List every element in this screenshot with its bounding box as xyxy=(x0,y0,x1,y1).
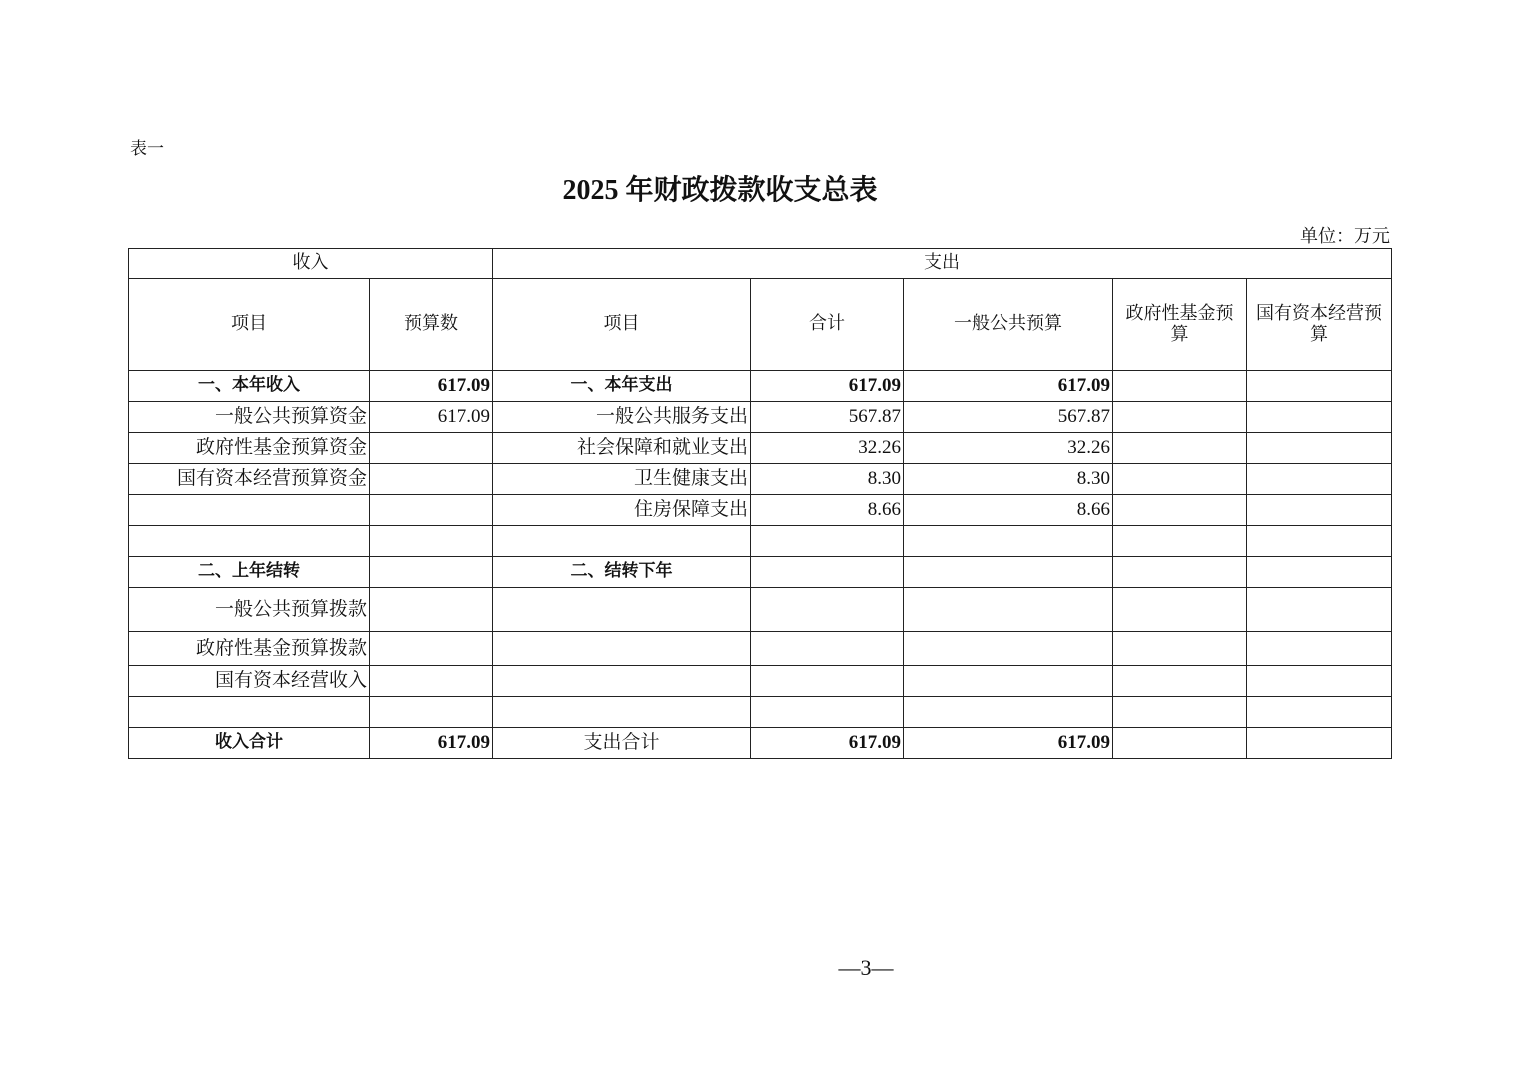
cell-general-public-budget xyxy=(904,588,1113,632)
cell-expense-total: 617.09 xyxy=(751,728,904,759)
cell-government-fund-budget xyxy=(1113,557,1247,588)
cell-state-capital-budget xyxy=(1247,495,1392,526)
cell-expense-item xyxy=(493,588,751,632)
unit-label: 单位：万元 xyxy=(1300,226,1390,246)
cell-expense-item: 支出合计 xyxy=(493,728,751,759)
cell-government-fund-budget xyxy=(1113,371,1247,402)
cell-expense-total xyxy=(751,666,904,697)
cell-expense-total: 32.26 xyxy=(751,433,904,464)
cell-state-capital-budget xyxy=(1247,557,1392,588)
cell-income-budget xyxy=(370,557,493,588)
cell-income-budget: 617.09 xyxy=(370,371,493,402)
cell-income-item: 国有资本经营预算资金 xyxy=(128,464,370,495)
cell-government-fund-budget xyxy=(1113,433,1247,464)
cell-general-public-budget: 8.66 xyxy=(904,495,1113,526)
cell-income-item: 一般公共预算资金 xyxy=(128,402,370,433)
cell-state-capital-budget xyxy=(1247,632,1392,666)
cell-expense-total xyxy=(751,697,904,728)
column-header-income-budget: 预算数 xyxy=(370,279,493,371)
cell-income-budget xyxy=(370,464,493,495)
cell-general-public-budget: 567.87 xyxy=(904,402,1113,433)
cell-general-public-budget xyxy=(904,697,1113,728)
cell-expense-total xyxy=(751,526,904,557)
expense-group-header: 支出 xyxy=(493,248,1392,279)
column-header-expense-total: 合计 xyxy=(751,279,904,371)
cell-expense-item: 社会保障和就业支出 xyxy=(493,433,751,464)
cell-expense-total: 567.87 xyxy=(751,402,904,433)
cell-general-public-budget: 8.30 xyxy=(904,464,1113,495)
cell-expense-item xyxy=(493,697,751,728)
cell-expense-total: 8.66 xyxy=(751,495,904,526)
cell-income-budget xyxy=(370,495,493,526)
table-label: 表一 xyxy=(130,139,164,158)
cell-government-fund-budget xyxy=(1113,464,1247,495)
cell-income-budget: 617.09 xyxy=(370,728,493,759)
cell-income-budget xyxy=(370,697,493,728)
cell-income-item xyxy=(128,697,370,728)
cell-income-item: 收入合计 xyxy=(128,728,370,759)
cell-state-capital-budget xyxy=(1247,666,1392,697)
cell-income-item: 政府性基金预算拨款 xyxy=(128,632,370,666)
cell-income-budget xyxy=(370,526,493,557)
cell-income-item: 一般公共预算拨款 xyxy=(128,588,370,632)
cell-state-capital-budget xyxy=(1247,402,1392,433)
cell-expense-total: 617.09 xyxy=(751,371,904,402)
column-header-government-fund-budget: 政府性基金预算 xyxy=(1113,279,1247,371)
cell-government-fund-budget xyxy=(1113,495,1247,526)
income-group-header: 收入 xyxy=(128,248,493,279)
cell-government-fund-budget xyxy=(1113,402,1247,433)
cell-general-public-budget xyxy=(904,526,1113,557)
cell-income-budget xyxy=(370,588,493,632)
cell-state-capital-budget xyxy=(1247,371,1392,402)
cell-government-fund-budget xyxy=(1113,588,1247,632)
cell-expense-item xyxy=(493,526,751,557)
cell-income-budget xyxy=(370,632,493,666)
cell-income-item: 二、上年结转 xyxy=(128,557,370,588)
cell-income-item: 国有资本经营收入 xyxy=(128,666,370,697)
cell-government-fund-budget xyxy=(1113,697,1247,728)
cell-state-capital-budget xyxy=(1247,526,1392,557)
cell-state-capital-budget xyxy=(1247,697,1392,728)
column-header-state-capital-budget: 国有资本经营预算 xyxy=(1247,279,1392,371)
cell-expense-item: 一般公共服务支出 xyxy=(493,402,751,433)
page-number: —3— xyxy=(838,955,894,980)
cell-government-fund-budget xyxy=(1113,666,1247,697)
cell-state-capital-budget xyxy=(1247,433,1392,464)
cell-income-budget xyxy=(370,666,493,697)
cell-income-budget: 617.09 xyxy=(370,402,493,433)
cell-expense-item: 住房保障支出 xyxy=(493,495,751,526)
cell-income-item: 一、本年收入 xyxy=(128,371,370,402)
cell-state-capital-budget xyxy=(1247,588,1392,632)
cell-income-item: 政府性基金预算资金 xyxy=(128,433,370,464)
cell-general-public-budget: 617.09 xyxy=(904,371,1113,402)
cell-expense-item xyxy=(493,632,751,666)
cell-income-budget xyxy=(370,433,493,464)
column-header-income-item: 项目 xyxy=(128,279,370,371)
cell-general-public-budget xyxy=(904,666,1113,697)
cell-state-capital-budget xyxy=(1247,728,1392,759)
cell-government-fund-budget xyxy=(1113,526,1247,557)
cell-expense-total: 8.30 xyxy=(751,464,904,495)
cell-state-capital-budget xyxy=(1247,464,1392,495)
column-header-expense-item: 项目 xyxy=(493,279,751,371)
budget-summary-table xyxy=(128,248,1392,760)
cell-general-public-budget: 32.26 xyxy=(904,433,1113,464)
cell-government-fund-budget xyxy=(1113,632,1247,666)
cell-expense-total xyxy=(751,588,904,632)
cell-expense-total xyxy=(751,632,904,666)
cell-expense-total xyxy=(751,557,904,588)
cell-general-public-budget xyxy=(904,632,1113,666)
cell-expense-item: 一、本年支出 xyxy=(493,371,751,402)
column-header-general-public-budget: 一般公共预算 xyxy=(904,279,1113,371)
cell-expense-item: 二、结转下年 xyxy=(493,557,751,588)
cell-general-public-budget xyxy=(904,557,1113,588)
cell-government-fund-budget xyxy=(1113,728,1247,759)
cell-expense-item xyxy=(493,666,751,697)
cell-general-public-budget: 617.09 xyxy=(904,728,1113,759)
cell-expense-item: 卫生健康支出 xyxy=(493,464,751,495)
cell-income-item xyxy=(128,526,370,557)
cell-income-item xyxy=(128,495,370,526)
document-title: 2025 年财政拨款收支总表 xyxy=(562,175,878,206)
